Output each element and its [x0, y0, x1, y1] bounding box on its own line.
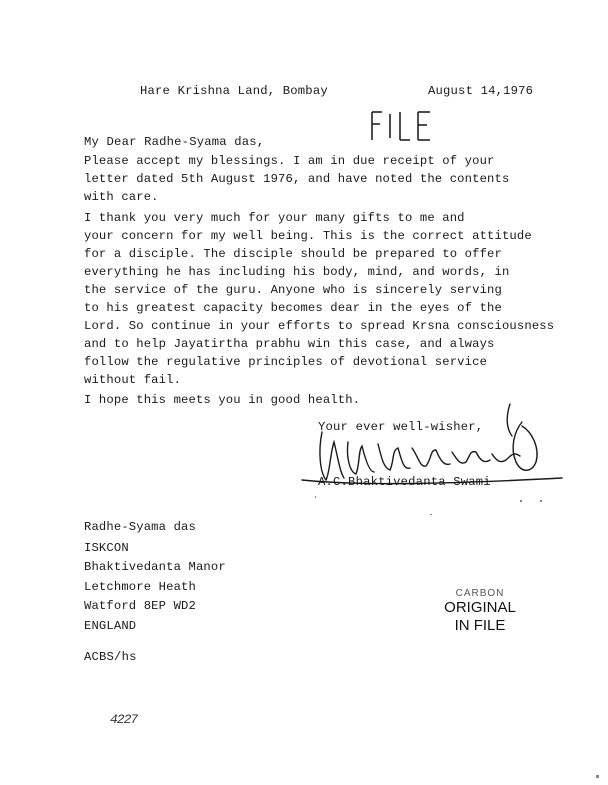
body-line: I thank you very much for your many gifts to me and	[84, 211, 465, 225]
scan-speck	[540, 500, 542, 502]
body-line: everything he has including his body, mind, and words, in	[84, 265, 510, 279]
letter-date: August 14,1976	[428, 84, 534, 98]
stamp-carbon-text: CARBON	[455, 588, 505, 599]
address-line: Watford 8EP WD2	[84, 599, 196, 613]
letter-location: Hare Krishna Land, Bombay	[140, 84, 328, 98]
file-stamp-mark	[368, 108, 438, 148]
body-line: Please accept my blessings. I am in due receipt of your	[84, 154, 495, 168]
salutation: My Dear Radhe-Syama das,	[84, 135, 265, 149]
address-line: ENGLAND	[84, 619, 137, 633]
sender-name: A.C.Bhaktivedanta Swami	[318, 475, 491, 489]
scan-speck	[315, 496, 316, 498]
body-line: with care.	[84, 190, 159, 204]
body-line: I hope this meets you in good health.	[84, 393, 361, 407]
carbon-original-stamp	[440, 588, 520, 635]
scan-speck	[430, 514, 432, 515]
stamp-in-file-text: IN FILE	[454, 617, 506, 634]
address-line: Bhaktivedanta Manor	[84, 560, 226, 574]
handwritten-number: 4227	[110, 712, 138, 727]
body-line: your concern for my well being. This is the correct attitude	[84, 229, 532, 243]
body-line: follow the regulative principles of devotional service	[84, 355, 488, 369]
address-line: Radhe-Syama das	[84, 520, 196, 534]
body-line: letter dated 5th August 1976, and have noted the contents	[84, 172, 510, 186]
body-line: for a disciple. The disciple should be prepared to offer	[84, 247, 502, 261]
complimentary-close: Your ever well-wisher,	[318, 420, 484, 434]
stamp-original-text: ORIGINAL	[444, 599, 516, 616]
scan-speck	[596, 775, 599, 778]
body-line: to his greatest capacity becomes dear in the eyes of the	[84, 301, 502, 315]
body-line: without fail.	[84, 373, 182, 387]
scan-speck	[520, 500, 522, 502]
body-line: the service of the guru. Anyone who is sincerely serving	[84, 283, 502, 297]
address-line: Letchmore Heath	[84, 580, 196, 594]
body-line: and to help Jayatirtha prabhu win this case, and always	[84, 337, 495, 351]
address-line: ISKCON	[84, 541, 129, 555]
typist-initials: ACBS/hs	[84, 650, 137, 664]
body-line: Lord. So continue in your efforts to spread Krsna consciousness	[84, 319, 555, 333]
